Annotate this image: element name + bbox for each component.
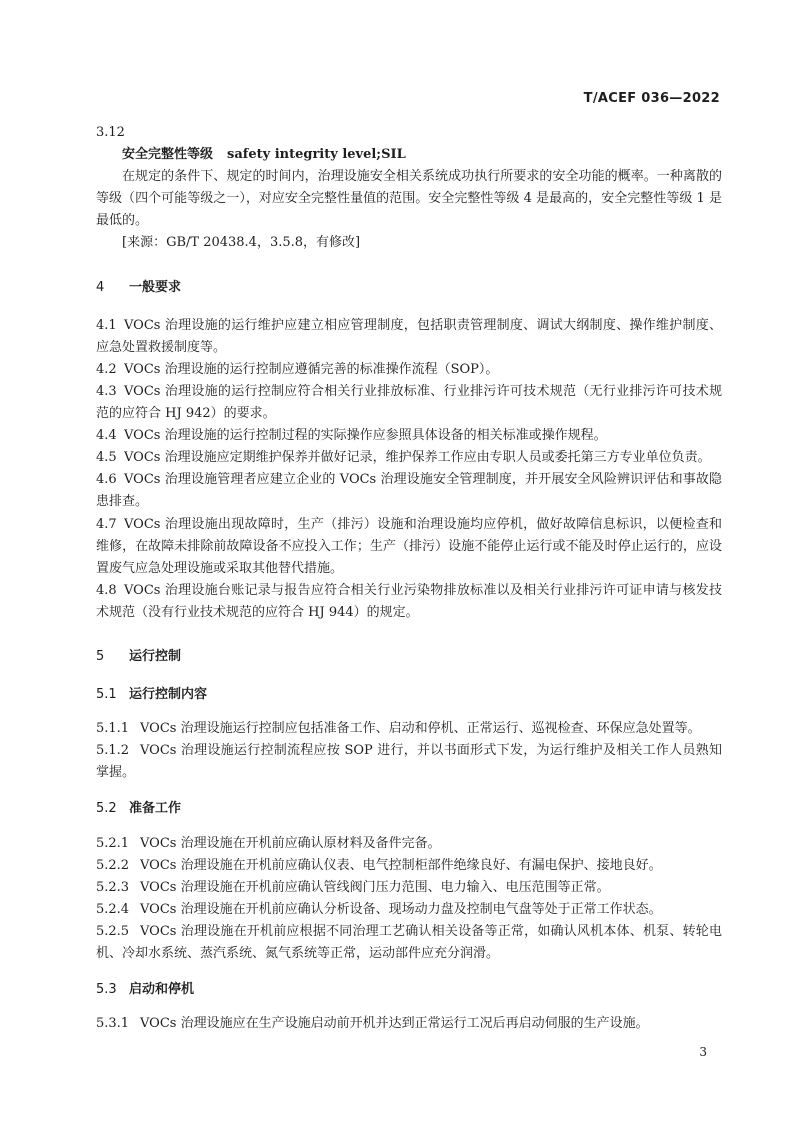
clause-number: 4.5 bbox=[96, 450, 117, 466]
clause-number: 5.2.2 bbox=[96, 857, 130, 873]
clause-number: 4.2 bbox=[96, 361, 117, 377]
clause-text: VOCs 治理设施运行控制应包括准备工作、启动和停机、正常运行、巡视检查、环保应急处置等。 bbox=[140, 721, 701, 737]
clause-number: 4.7 bbox=[96, 516, 117, 532]
clause-4-4 bbox=[96, 425, 722, 447]
clause-number: 4.4 bbox=[96, 428, 117, 444]
clause-text: VOCs 治理设施运行控制流程应按 SOP 进行，并以书面形式下发，为运行维护及相关工作人员熟知掌握。 bbox=[96, 743, 722, 781]
clause-text: VOCs 治理设施的运行控制应符合相关行业排放标准、行业排污许可技术规范（无行业排污许可技术规范的应符合 HJ 942）的要求。 bbox=[96, 383, 722, 422]
clause-text: VOCs 治理设施的运行控制过程的实际操作应参照具体设备的相关标准或操作规程。 bbox=[124, 428, 607, 444]
clause-text: VOCs 治理设施在开机前应确认原材料及备件完备。 bbox=[140, 835, 441, 851]
subsection-5-3-heading bbox=[96, 979, 722, 1001]
clause-5-3-1 bbox=[96, 1013, 722, 1035]
clause-5-2-4 bbox=[96, 899, 722, 921]
clause-5-1-2 bbox=[96, 740, 722, 784]
clause-4-1 bbox=[96, 315, 722, 359]
clause-number: 4.3 bbox=[96, 383, 117, 399]
subsection-title: 启动和停机 bbox=[129, 982, 195, 998]
clause-5-2-1 bbox=[96, 833, 722, 855]
clause-number: 4.1 bbox=[96, 317, 117, 333]
page-number: 3 bbox=[699, 1045, 707, 1059]
clause-number: 5.2.5 bbox=[96, 923, 130, 939]
clause-number: 5.1.1 bbox=[96, 721, 130, 737]
clause-number: 5.2.1 bbox=[96, 835, 130, 851]
page-content bbox=[96, 118, 722, 1035]
clause-4-2 bbox=[96, 359, 722, 381]
section-title: 一般要求 bbox=[129, 279, 182, 295]
term-number: 3.12 bbox=[96, 125, 125, 140]
subsection-title: 运行控制内容 bbox=[129, 687, 208, 703]
clause-text: VOCs 治理设施的运行维护应建立相应管理制度，包括职责管理制度、调试大纲制度、操作维护制度、应急处置救援制度等。 bbox=[96, 317, 722, 355]
section-4-heading bbox=[96, 277, 722, 299]
subsection-title: 准备工作 bbox=[129, 801, 182, 817]
clause-text: VOCs 治理设施应在生产设施启动前开机并达到正常运行工况后再启动伺服的生产设施。 bbox=[140, 1016, 649, 1032]
clause-text: VOCs 治理设施管理者应建立企业的 VOCs 治理设施安全管理制度，并开展安全风险辨识评估和事故隐患排查。 bbox=[96, 472, 722, 510]
clause-text: VOCs 治理设施在开机前应根据不同治理工艺确认相关设备等正常，如确认风机本体、机泵、转轮电机、冷却水系统、蒸汽系统、氮气系统等正常，运动部件应充分润滑。 bbox=[96, 923, 722, 961]
clause-text: VOCs 治理设施在开机前应确认管线阀门压力范围、电力输入、电压范围等正常。 bbox=[140, 879, 610, 895]
subsection-number: 5.2 bbox=[96, 801, 117, 817]
section-number: 5 bbox=[96, 648, 105, 664]
term-heading bbox=[96, 144, 722, 166]
clause-number: 5.2.3 bbox=[96, 879, 130, 895]
clause-4-6 bbox=[96, 469, 722, 513]
term-en: safety integrity level;SIL bbox=[227, 147, 406, 163]
document-code: T/ACEF 036—2022 bbox=[583, 91, 720, 106]
clause-5-2-2 bbox=[96, 855, 722, 877]
clause-4-5 bbox=[96, 447, 722, 469]
term-source: [来源：GB/T 20438.4，3.5.8，有修改] bbox=[122, 235, 361, 251]
clause-4-7 bbox=[96, 514, 722, 580]
subsection-number: 5.3 bbox=[96, 982, 117, 998]
clause-number: 4.6 bbox=[96, 472, 117, 488]
clause-4-3 bbox=[96, 381, 722, 425]
term-definition: 在规定的条件下、规定的时间内，治理设施安全相关系统成功执行所要求的安全功能的概率。一种离散的等级（四个可能等级之一），对应安全完整性量值的范围。安全完整性等级 4 是最高的，安全完整性等级 1 是最低的。 bbox=[96, 169, 722, 229]
clause-text: VOCs 治理设施的运行控制应遵循完善的标准操作流程（SOP）。 bbox=[124, 361, 499, 377]
section-number: 4 bbox=[96, 279, 105, 295]
clause-4-8 bbox=[96, 580, 722, 624]
clause-number: 5.3.1 bbox=[96, 1016, 130, 1032]
clause-number: 5.1.2 bbox=[96, 743, 130, 759]
clause-number: 4.8 bbox=[96, 582, 117, 598]
clause-5-2-5 bbox=[96, 921, 722, 965]
clause-number: 5.2.4 bbox=[96, 901, 130, 917]
clause-text: VOCs 治理设施台账记录与报告应符合相关行业污染物排放标准以及相关行业排污许可证申请与核发技术规范（没有行业技术规范的应符合 HJ 944）的规定。 bbox=[96, 582, 722, 620]
clause-5-2-3 bbox=[96, 877, 722, 899]
subsection-5-2-heading bbox=[96, 798, 722, 820]
subsection-5-1-heading bbox=[96, 684, 722, 706]
clause-5-1-1 bbox=[96, 718, 722, 740]
subsection-number: 5.1 bbox=[96, 687, 117, 703]
clause-text: VOCs 治理设施应定期维护保养并做好记录，维护保养工作应由专职人员或委托第三方专业单位负责。 bbox=[124, 450, 711, 466]
clause-text: VOCs 治理设施在开机前应确认分析设备、现场动力盘及控制电气盘等处于正常工作状态。 bbox=[140, 901, 662, 917]
term-zh: 安全完整性等级 bbox=[122, 147, 214, 163]
section-5-heading bbox=[96, 646, 722, 668]
clause-text: VOCs 治理设施出现故障时，生产（排污）设施和治理设施均应停机，做好故障信息标识，以便检查和维修，在故障未排除前故障设备不应投入工作；生产（排污）设施不能停止运行或不能及时停止运行的，应设置废气应急处理设施或采取其他替代措施。 bbox=[96, 516, 722, 576]
section-title: 运行控制 bbox=[129, 648, 182, 664]
clause-text: VOCs 治理设施在开机前应确认仪表、电气控制柜部件绝缘良好、有漏电保护、接地良好。 bbox=[140, 857, 662, 873]
